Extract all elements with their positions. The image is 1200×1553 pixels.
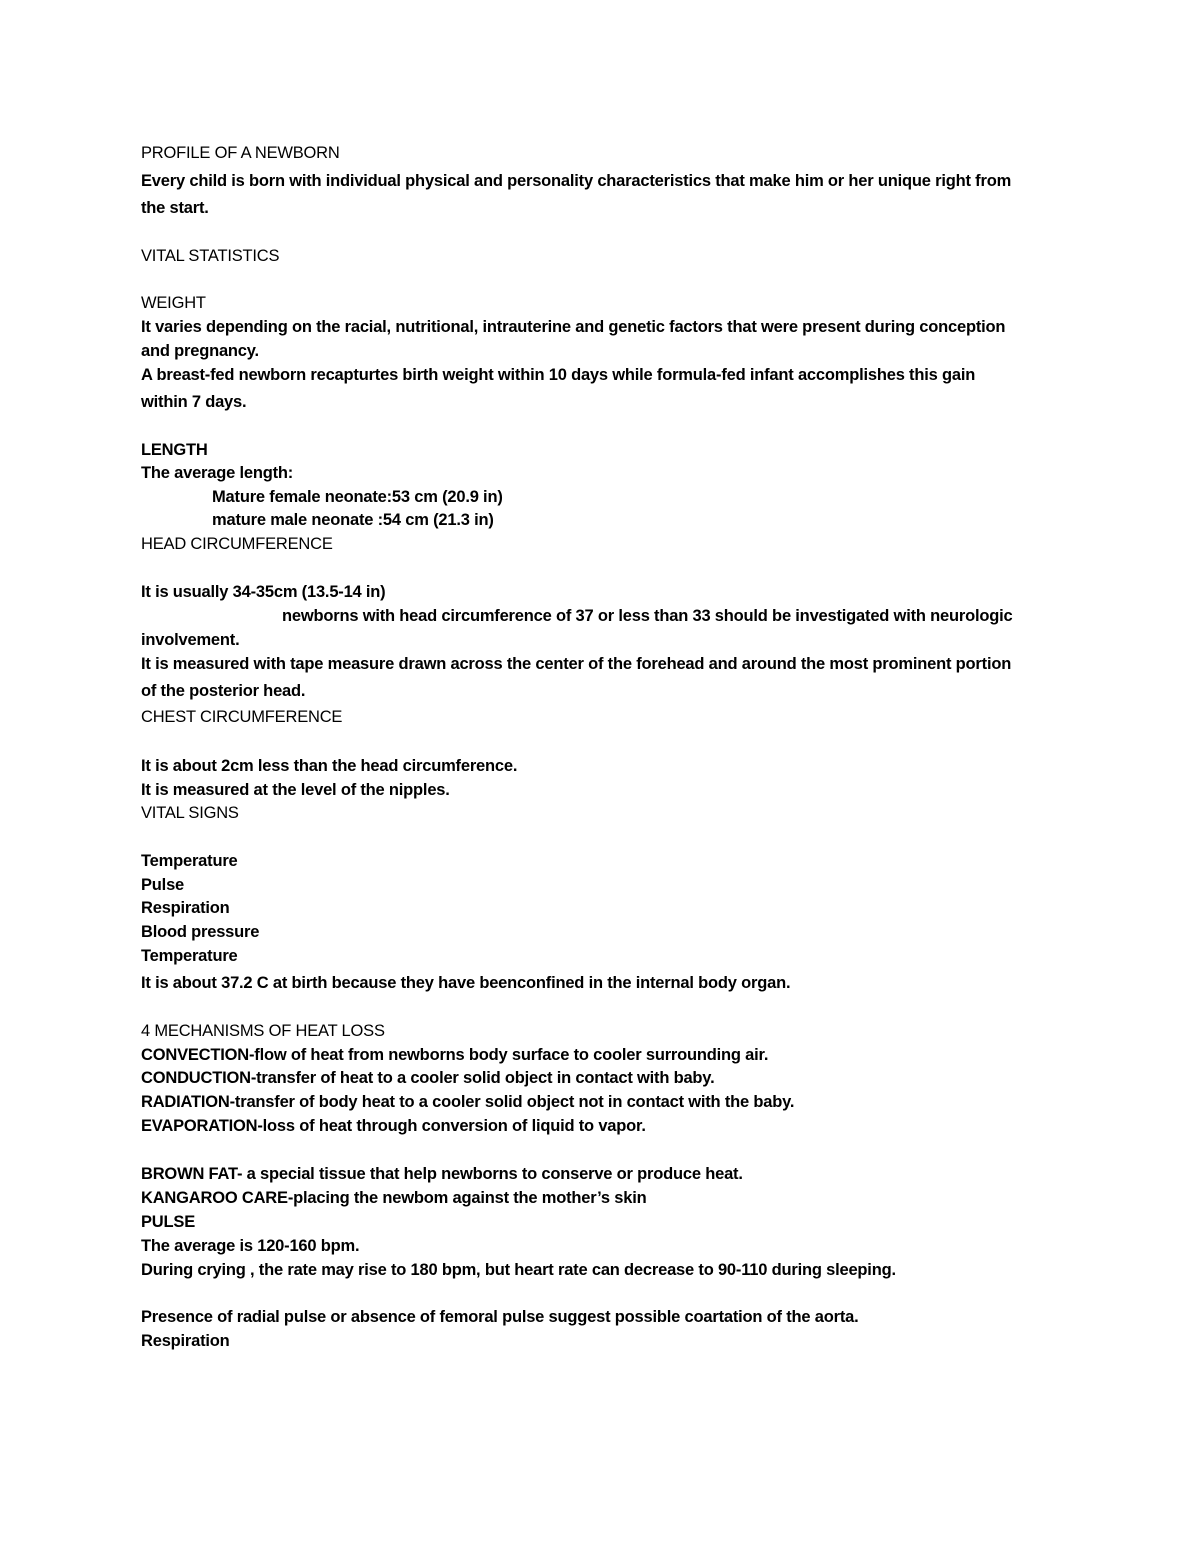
head-usual: It is usually 34-35cm (13.5-14 in) [141, 583, 386, 601]
length-heading: LENGTH [141, 441, 208, 459]
vital-sign-item: Blood pressure [141, 923, 260, 941]
weight-line-4: within 7 days. [141, 393, 247, 411]
head-investigate-cont: involvement. [141, 631, 240, 649]
intro-line-1: Every child is born with individual physical and personality characteristics that make him or her unique right from [141, 172, 1012, 190]
heat-loss-item: RADIATION-transfer of body heat to a cooler solid object not in contact with the baby. [141, 1093, 795, 1111]
weight-heading: WEIGHT [141, 294, 206, 312]
head-investigate: newborns with head circumference of 37 or less than 33 should be investigated with neurologic [282, 607, 1013, 625]
vital-sign-item: Pulse [141, 876, 185, 894]
brown-fat-line: BROWN FAT- a special tissue that help newborns to conserve or produce heat. [141, 1165, 743, 1183]
weight-line-3: A breast-fed newborn recapturtes birth weight within 10 days while formula-fed infant accomplishes this gain [141, 366, 976, 384]
pulse-line-2: During crying , the rate may rise to 180 bpm, but heart rate can decrease to 90-110 during sleeping. [141, 1261, 896, 1279]
vital-statistics-heading: VITAL STATISTICS [141, 247, 280, 265]
document-title: PROFILE OF A NEWBORN [141, 144, 340, 162]
document-page [141, 0, 1061, 1553]
vital-signs-heading: VITAL SIGNS [141, 804, 239, 822]
heat-loss-item: EVAPORATION-loss of heat through conversion of liquid to vapor. [141, 1117, 646, 1135]
head-measured-cont: of the posterior head. [141, 682, 306, 700]
temperature-line: It is about 37.2 C at birth because they have beenconfined in the internal body organ. [141, 974, 791, 992]
weight-line-2: and pregnancy. [141, 342, 259, 360]
pulse-heading: PULSE [141, 1213, 196, 1231]
temperature-heading: Temperature [141, 947, 238, 965]
respiration-heading: Respiration [141, 1332, 230, 1350]
chest-line-2: It is measured at the level of the nipples. [141, 781, 450, 799]
pulse-coarctation: Presence of radial pulse or absence of femoral pulse suggest possible coartation of the aorta. [141, 1308, 859, 1326]
heat-loss-item: CONDUCTION-transfer of heat to a cooler solid object in contact with baby. [141, 1069, 715, 1087]
length-intro: The average length: [141, 464, 294, 482]
heat-loss-item: CONVECTION-flow of heat from newborns body surface to cooler surrounding air. [141, 1046, 769, 1064]
vital-sign-item: Temperature [141, 852, 238, 870]
weight-line-1: It varies depending on the racial, nutritional, intrauterine and genetic factors that were present during conception [141, 318, 1006, 336]
head-heading: HEAD CIRCUMFERENCE [141, 535, 333, 553]
intro-line-2: the start. [141, 199, 209, 217]
vital-sign-item: Respiration [141, 899, 230, 917]
head-measured: It is measured with tape measure drawn across the center of the forehead and around the most prominent portion [141, 655, 1012, 673]
length-male: mature male neonate :54 cm (21.3 in) [212, 511, 494, 529]
chest-line-1: It is about 2cm less than the head circumference. [141, 757, 518, 775]
kangaroo-care-line: KANGAROO CARE-placing the newbom against the mother’s skin [141, 1189, 647, 1207]
pulse-line-1: The average is 120-160 bpm. [141, 1237, 360, 1255]
length-female: Mature female neonate:53 cm (20.9 in) [212, 488, 503, 506]
chest-heading: CHEST CIRCUMFERENCE [141, 708, 343, 726]
heat-loss-heading: 4 MECHANISMS OF HEAT LOSS [141, 1022, 385, 1040]
